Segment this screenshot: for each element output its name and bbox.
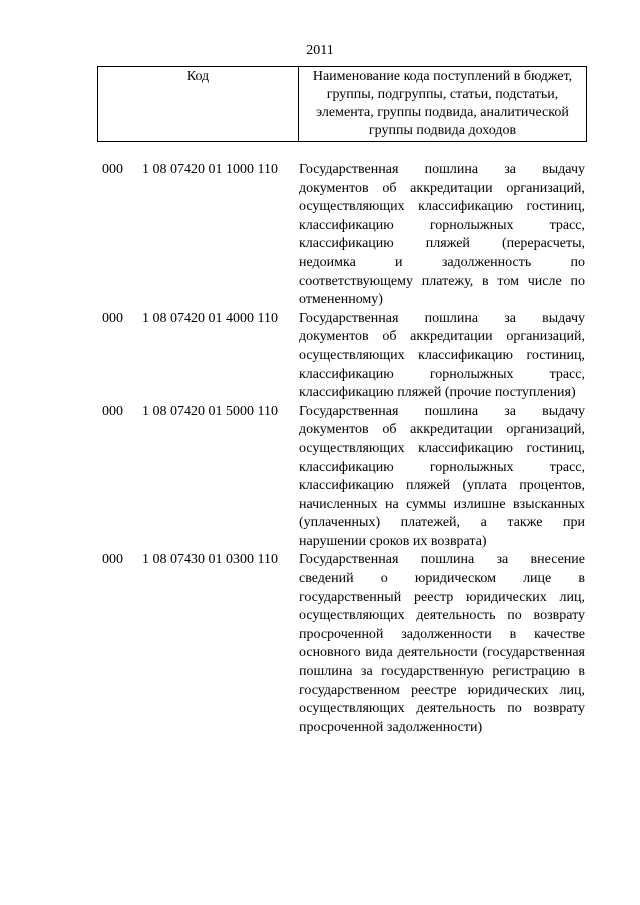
revenue-code: 1 08 07420 01 4000 110 xyxy=(142,310,278,326)
revenue-code: 1 08 07420 01 5000 110 xyxy=(142,403,278,419)
page-number: 2011 xyxy=(306,43,334,58)
table-row xyxy=(0,551,640,737)
header-code-column: Код xyxy=(98,67,299,141)
revenue-code: 1 08 07430 01 0300 110 xyxy=(142,552,278,568)
header-name-column: Наименование кода поступлений в бюджет, группы, подгруппы, статьи, подстатьи, элемента, группы подвида, аналитической группы подвида доходов xyxy=(312,69,573,138)
admin-code: 000 xyxy=(102,162,123,177)
revenue-name: Государственная пошлина за внесение сведений о юридическом лице в государственный реестр юридических лиц, осуществляющих деятельность по возврату просроченной задолженности в качестве основного вида деятельности (государственная пошлина за государственную регистрацию в государственном реестре юридических лиц, осуществляющих деятельность по возврату просроченной задолженности) xyxy=(299,552,585,735)
revenue-name: Государственная пошлина за выдачу документов об аккредитации организаций, осуществляющих классификацию гостиниц, классификацию горнолыжных трасс, классификацию пляжей (прочие поступления) xyxy=(299,310,585,401)
revenue-code: 1 08 07420 01 1000 110 xyxy=(142,162,278,177)
admin-code: 000 xyxy=(102,310,123,326)
admin-code: 000 xyxy=(102,403,123,419)
table-header xyxy=(97,66,587,142)
admin-code: 000 xyxy=(102,552,123,568)
table-row xyxy=(0,403,640,552)
table-row xyxy=(0,310,640,403)
revenue-name: Государственная пошлина за выдачу документов об аккредитации организаций, осуществляющих классификацию гостиниц, классификацию горнолыжных трасс, классификацию пляжей (уплата процентов, начисленных на суммы излишне взысканных (уплаченных) платежей, а также при нарушении сроков их возврата) xyxy=(299,403,585,549)
revenue-name: Государственная пошлина за выдачу документов об аккредитации организаций, осуществляющих классификацию гостиниц, классификацию горнолыжных трасс, классификацию пляжей (перерасчеты, недоимка и задолженность по соответствующему платежу, в том числе по отмененному) xyxy=(299,162,585,308)
table-row xyxy=(0,161,640,310)
table-body xyxy=(0,161,640,737)
